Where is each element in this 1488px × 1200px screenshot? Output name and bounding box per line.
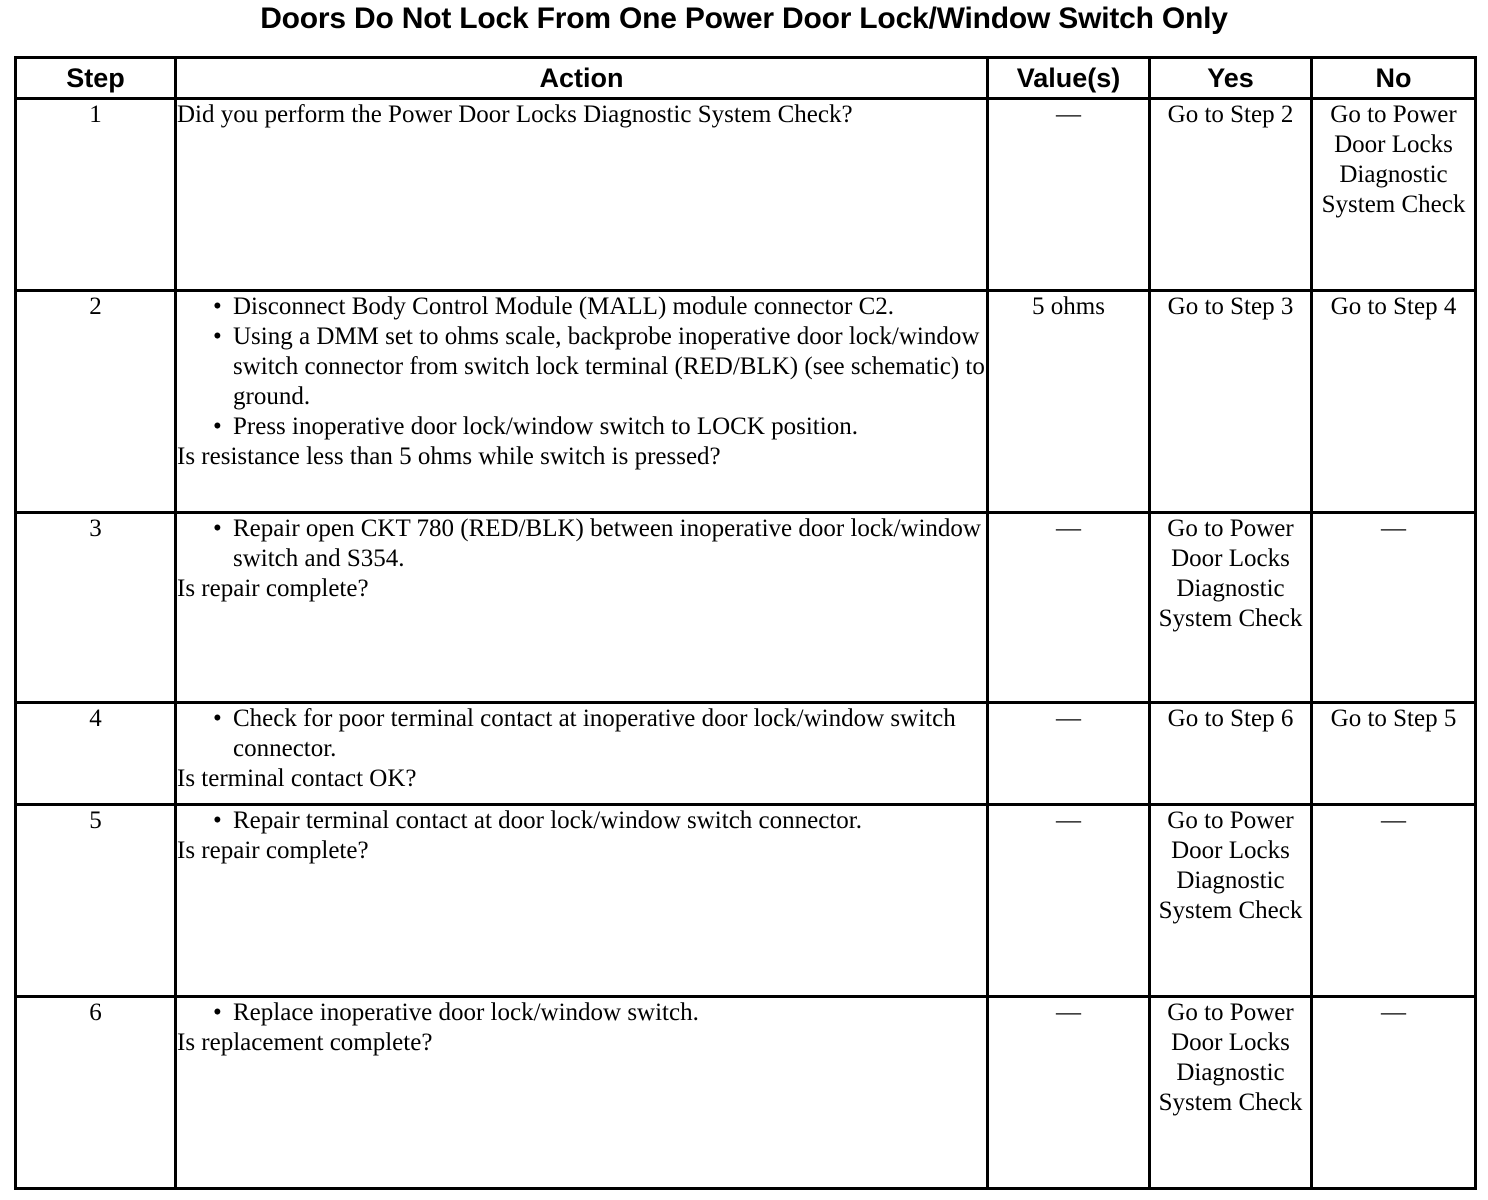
action-question: Did you perform the Power Door Locks Diagnostic System Check? <box>177 101 853 128</box>
value-cell: 5 ohms <box>988 291 1150 513</box>
header-values: Value(s) <box>988 58 1150 99</box>
table-row <box>16 997 1476 1189</box>
header-step: Step <box>16 58 176 99</box>
value-cell: — <box>988 703 1150 805</box>
yes-cell: Go to Step 2 <box>1150 99 1312 291</box>
step-number: 5 <box>16 805 176 997</box>
yes-cell: Go to Step 3 <box>1150 291 1312 513</box>
step-number: 4 <box>16 703 176 805</box>
action-question: Is repair complete? <box>177 837 369 864</box>
no-cell: Go to Step 5 <box>1312 703 1476 805</box>
value-cell: — <box>988 99 1150 291</box>
step-number: 1 <box>16 99 176 291</box>
no-cell: — <box>1312 513 1476 703</box>
header-no: No <box>1312 58 1476 99</box>
step-number: 3 <box>16 513 176 703</box>
value-cell: — <box>988 513 1150 703</box>
yes-cell: Go to Power Door Locks Diagnostic System Check <box>1150 997 1312 1189</box>
action-cell <box>176 805 988 997</box>
action-bullet: • Replace inoperative door lock/window switch. <box>213 998 986 1028</box>
yes-cell: Go to Power Door Locks Diagnostic System Check <box>1150 513 1312 703</box>
value-cell: — <box>988 997 1150 1189</box>
action-cell <box>176 703 988 805</box>
page-title: Doors Do Not Lock From One Power Door Lock/Window Switch Only <box>260 2 1228 35</box>
action-bullet: • Press inoperative door lock/window switch to LOCK position. <box>213 412 986 442</box>
action-question: Is repair complete? <box>177 575 369 602</box>
action-question: Is terminal contact OK? <box>177 765 417 792</box>
action-bullet: • Disconnect Body Control Module (MALL) module connector C2. <box>213 292 986 322</box>
action-cell <box>176 99 988 291</box>
action-bullet-list <box>177 514 986 574</box>
action-cell <box>176 291 988 513</box>
table-row <box>16 703 1476 805</box>
action-bullet-list <box>177 704 986 764</box>
action-question: Is resistance less than 5 ohms while switch is pressed? <box>177 443 721 470</box>
action-bullet: • Repair terminal contact at door lock/window switch connector. <box>213 806 986 836</box>
table-header-row <box>16 58 1476 99</box>
header-action: Action <box>176 58 988 99</box>
action-bullet-list <box>177 292 986 442</box>
action-cell <box>176 513 988 703</box>
step-number: 6 <box>16 997 176 1189</box>
table-row <box>16 291 1476 513</box>
no-cell: Go to Power Door Locks Diagnostic System Check <box>1312 99 1476 291</box>
no-cell: — <box>1312 997 1476 1189</box>
no-cell: — <box>1312 805 1476 997</box>
table-row <box>16 513 1476 703</box>
action-question: Is replacement complete? <box>177 1029 433 1056</box>
step-number: 2 <box>16 291 176 513</box>
value-cell: — <box>988 805 1150 997</box>
action-bullet-list <box>177 806 986 836</box>
yes-cell: Go to Power Door Locks Diagnostic System Check <box>1150 805 1312 997</box>
action-bullet: • Using a DMM set to ohms scale, backprobe inoperative door lock/window switch connector from switch lock terminal (RED/BLK) (see schematic) to ground. <box>213 322 986 412</box>
table-row <box>16 99 1476 291</box>
action-bullet: • Repair open CKT 780 (RED/BLK) between inoperative door lock/window switch and S354. <box>213 514 986 574</box>
header-yes: Yes <box>1150 58 1312 99</box>
action-bullet-list <box>177 998 986 1028</box>
diagnostic-table <box>14 56 1477 1190</box>
action-bullet: • Check for poor terminal contact at inoperative door lock/window switch connector. <box>213 704 986 764</box>
no-cell: Go to Step 4 <box>1312 291 1476 513</box>
table-row <box>16 805 1476 997</box>
yes-cell: Go to Step 6 <box>1150 703 1312 805</box>
action-cell <box>176 997 988 1189</box>
